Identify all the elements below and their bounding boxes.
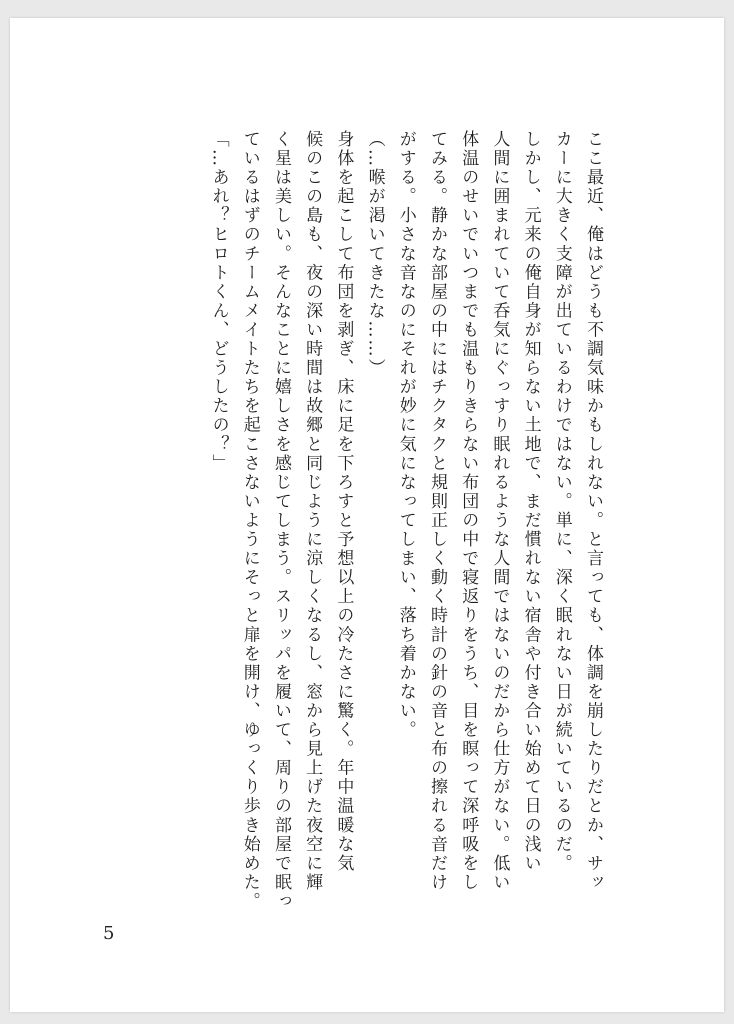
text-line: てみる。静かな部屋の中にはチクタクと規則正しく動く時計の針の音と布の擦れる音だけ — [426, 130, 447, 892]
text-line: 人間に囲まれていて呑気にぐっすり眠れるような人間ではないのだから仕方がない。低い — [489, 130, 510, 892]
text-line: 身体を起こして布団を剥ぎ、床に足を下ろすと予想以上の冷たさに驚く。年中温暖な気 — [333, 130, 354, 873]
text-line: 候のこの島も、夜の深い時間は故郷と同じように涼しくなるし、窓から見上げた夜空に輝 — [302, 130, 323, 892]
document-page — [10, 18, 724, 1012]
text-line: カーに大きく支障が出ているわけではない。単に、深く眠れない日が続いているのだ。 — [551, 130, 572, 873]
vertical-body-text — [135, 130, 608, 920]
text-line: ここ最近、俺はどうも不調気味かもしれない。と言っても、体調を崩したりだとか、サッ — [583, 130, 603, 892]
text-line: く星は美しい。そんなことに嬉しさを感じてしまう。スリッパを履いて、周りの部屋で眠っ — [270, 130, 291, 912]
text-line: 体温のせいでいつまでも温もりきらない布団の中で寝返りをうち、目を瞑って深呼吸をし — [458, 130, 479, 892]
text-line: ているはずのチームメイトたちを起こさないようにそっと扉を開け、ゆっくり歩き始めた。 — [239, 130, 260, 912]
text-line: しかし、元来の俺自身が知らない土地で、まだ慣れない宿舎や付き合い始めて日の浅い — [520, 130, 541, 873]
text-line: （…喉が渇いてきたな……） — [364, 130, 385, 378]
page-number: 5 — [103, 923, 115, 944]
text-line: がする。小さな音なのにそれが妙に気になってしまい、落ち着かない。 — [395, 130, 416, 740]
dialogue-line: 「…あれ？ヒロトくん、どうしたの？」 — [208, 130, 229, 473]
